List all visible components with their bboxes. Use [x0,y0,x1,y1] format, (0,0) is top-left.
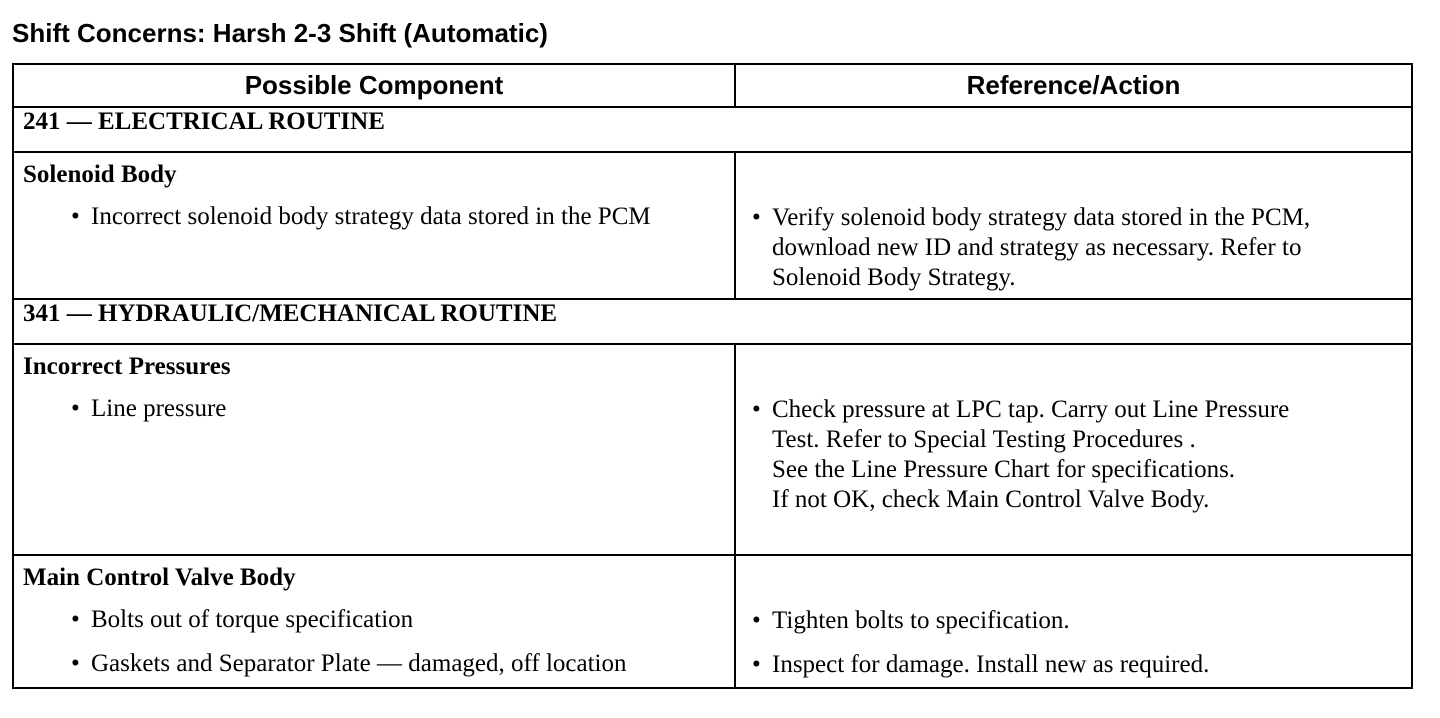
bullet-icon: • [71,203,80,230]
component-cell-solenoid [13,152,735,299]
routine-row-electrical [13,107,1412,152]
component-item [14,649,734,679]
group-title-pressures: Incorrect Pressures [23,353,231,380]
component-text: Incorrect solenoid body strategy data stored in the PCM [91,203,651,230]
component-item [14,394,734,424]
routine-label-electrical: 241 — ELECTRICAL ROUTINE [23,108,385,135]
action-cell-valve-body [735,555,1412,688]
header-row [13,64,1412,107]
shift-concerns-table [12,63,1413,689]
bullet-icon: • [752,204,761,231]
component-text: Line pressure [91,395,227,422]
action-cell-solenoid [735,152,1412,299]
routine-row-hydraulic [13,299,1412,344]
header-possible-component: Possible Component [13,64,735,107]
action-item [736,650,1411,680]
component-text: Bolts out of torque specification [91,606,414,633]
action-item [736,203,1411,293]
header-reference-action: Reference/Action [735,64,1412,107]
action-cell-pressures [735,344,1412,555]
group-row-valve-body [13,555,1412,688]
group-title-solenoid: Solenoid Body [23,161,177,188]
bullet-icon: • [752,651,761,678]
bullet-icon: • [71,395,80,422]
group-row-solenoid [13,152,1412,299]
page-title: Shift Concerns: Harsh 2-3 Shift (Automatic) [12,18,548,48]
routine-label-hydraulic: 341 — HYDRAULIC/MECHANICAL ROUTINE [23,300,558,327]
component-text: Gaskets and Separator Plate — damaged, off location [91,650,627,677]
group-title-valve-body: Main Control Valve Body [23,564,296,591]
bullet-icon: • [71,606,80,633]
component-item [14,202,734,232]
action-text: Check pressure at LPC tap. Carry out Line Pressure Test. Refer to Special Testing Procedures . See the Line Pressure Chart for specifications. If not OK, check Main Control Valve Body. [772,396,1290,513]
bullet-icon: • [752,396,761,423]
action-text: Tighten bolts to specification. [772,607,1070,634]
component-cell-pressures [13,344,735,555]
component-cell-valve-body [13,555,735,688]
action-text: Verify solenoid body strategy data stored in the PCM, download new ID and strategy as necessary. Refer to Solenoid Body Strategy. [772,204,1311,291]
action-item [736,395,1411,515]
bullet-icon: • [71,650,80,677]
action-item [736,606,1411,636]
bullet-icon: • [752,607,761,634]
action-text: Inspect for damage. Install new as required. [772,651,1210,678]
group-row-pressures [13,344,1412,555]
component-item [14,605,734,635]
